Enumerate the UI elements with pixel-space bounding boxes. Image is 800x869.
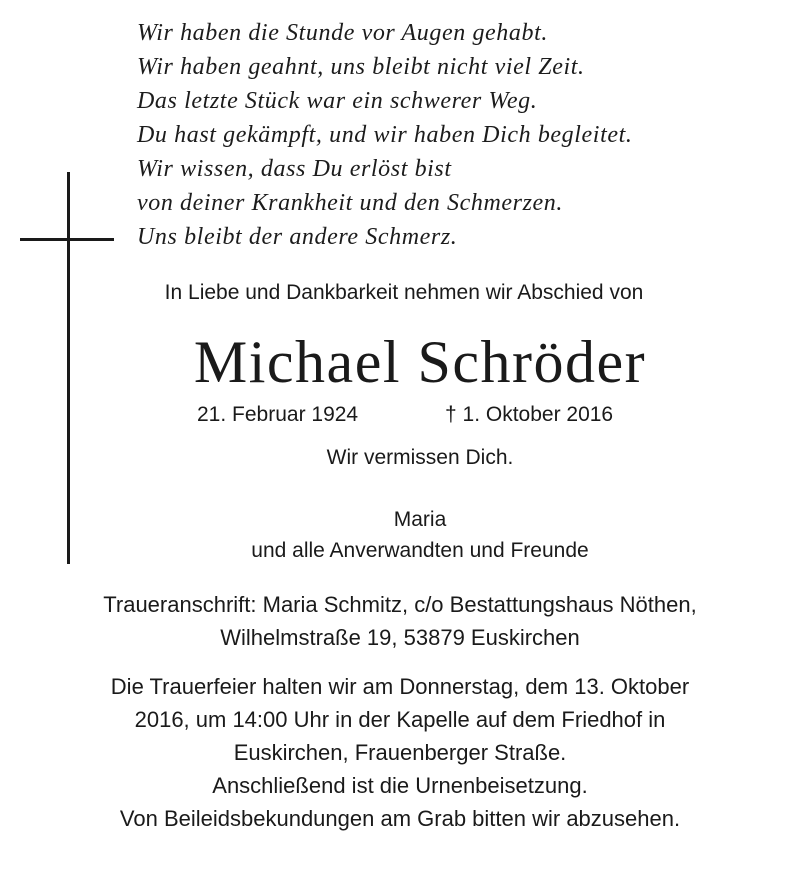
poem-line: von deiner Krankheit und den Schmerzen.: [137, 190, 563, 216]
service-line: Euskirchen, Frauenberger Straße.: [233, 740, 567, 765]
birth-date: 21. Februar 1924: [197, 403, 359, 426]
mourner-name: Maria: [393, 508, 447, 531]
service-line: 2016, um 14:00 Uhr in der Kapelle auf dem Friedhof in: [134, 707, 666, 732]
poem: [137, 16, 632, 254]
cross-horizontal-bar: [20, 238, 114, 241]
mourner-relatives: und alle Anverwandten und Freunde: [251, 539, 589, 562]
poem-line: Wir haben die Stunde vor Augen gehabt.: [137, 20, 548, 46]
poem-line: Wir haben geahnt, uns bleibt nicht viel Zeit.: [137, 54, 585, 80]
poem-line: Uns bleibt der andere Schmerz.: [137, 224, 458, 250]
funeral-service-info: [0, 670, 800, 835]
service-line: Von Beileidsbekundungen am Grab bitten wir abzusehen.: [119, 806, 681, 831]
poem-line: Du hast gekämpft, und wir haben Dich begleitet.: [137, 122, 633, 148]
address-line: Traueranschrift: Maria Schmitz, c/o Bestattungshaus Nöthen,: [103, 592, 697, 617]
farewell-message: Wir vermissen Dich.: [326, 446, 514, 469]
deceased-name: Michael Schröder: [193, 329, 647, 395]
poem-line: Wir wissen, dass Du erlöst bist: [137, 156, 452, 182]
service-line: Anschließend ist die Urnenbeisetzung.: [212, 773, 588, 798]
poem-line: Das letzte Stück war ein schwerer Weg.: [137, 88, 538, 114]
address-line: Wilhelmstraße 19, 53879 Euskirchen: [220, 625, 580, 650]
intro-text: In Liebe und Dankbarkeit nehmen wir Abschied von: [164, 281, 644, 304]
mourning-address: [0, 588, 800, 654]
death-date: † 1. Oktober 2016: [445, 403, 614, 426]
service-line: Die Trauerfeier halten wir am Donnerstag, dem 13. Oktober: [110, 674, 690, 699]
